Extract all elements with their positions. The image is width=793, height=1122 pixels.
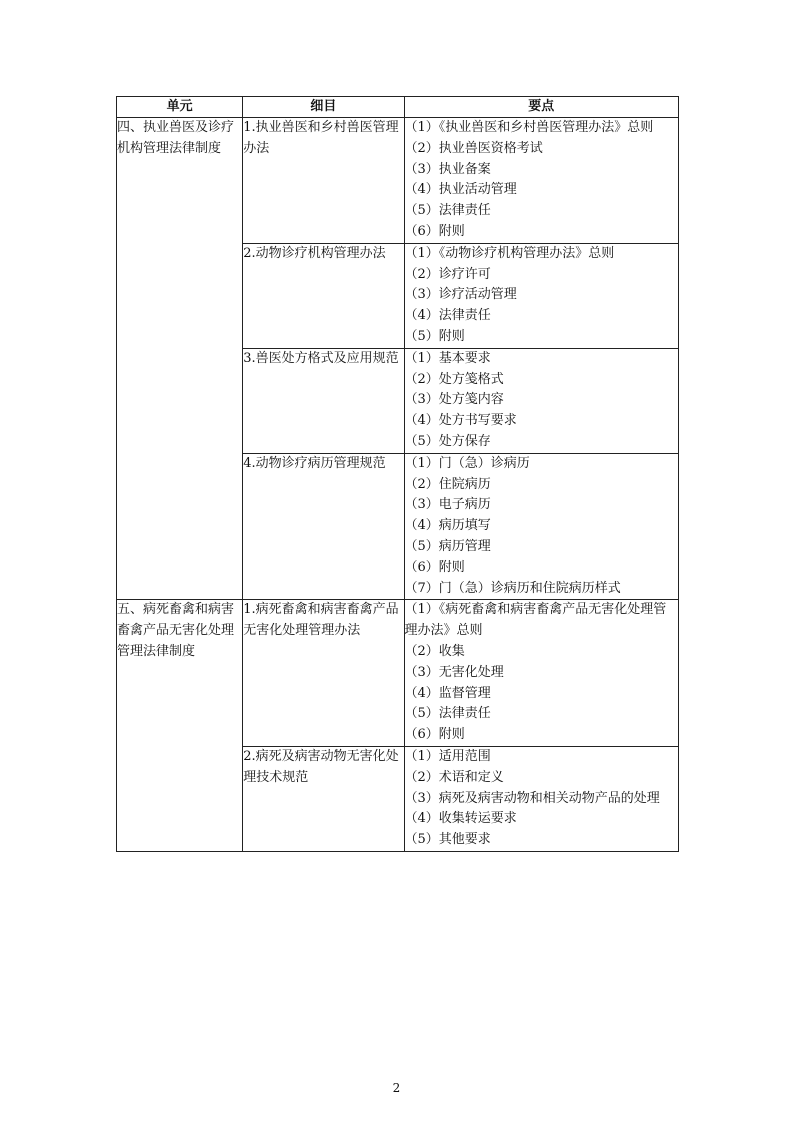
point-item: （3）处方笺内容 [404,392,504,408]
points-cell [404,453,679,600]
detail-cell: 1.病死畜禽和病害畜禽产品无害化处理管理办法 [243,600,404,747]
point-item: （1）《执业兽医和乡村兽医管理办法》总则 [404,120,654,135]
points-list [405,244,679,348]
point-item: （2）收集 [404,643,465,659]
points-cell [404,746,679,851]
point-item: （6）附则 [404,727,465,743]
points-cell [404,118,679,244]
point-item: （1）适用范围 [404,748,491,764]
point-item: （4）监督管理 [404,685,491,701]
points-cell [404,243,679,348]
points-list [405,600,679,746]
point-item: （6）附则 [404,559,465,575]
point-item: （1）基本要求 [404,350,491,366]
points-list [405,747,679,851]
detail-cell: 1.执业兽医和乡村兽医管理办法 [243,118,404,244]
point-item: （2）诊疗许可 [404,266,491,282]
syllabus-table [116,96,679,852]
point-item: （5）病历管理 [404,538,491,554]
point-item: （3）电子病历 [404,497,491,513]
point-item: （1）《病死畜禽和病害畜禽产品无害化处理管理办法》总则 [404,602,667,639]
point-item: （6）附则 [404,223,465,239]
point-item: （1）门（急）诊病历 [404,455,530,471]
unit-cell: 五、病死畜禽和病害畜禽产品无害化处理管理法律制度 [117,600,243,852]
header-unit: 单元 [117,97,243,118]
points-list [405,454,679,600]
point-item: （3）执业备案 [404,161,491,177]
detail-cell: 2.病死及病害动物无害化处理技术规范 [243,746,404,851]
point-item: （7）门（急）诊病历和住院病历样式 [404,580,621,596]
points-list [405,349,679,453]
point-item: （2）处方笺格式 [404,371,504,387]
points-cell [404,600,679,747]
detail-cell: 3.兽医处方格式及应用规范 [243,348,404,453]
detail-cell: 2.动物诊疗机构管理办法 [243,243,404,348]
point-item: （3）诊疗活动管理 [404,287,517,303]
detail-cell: 4.动物诊疗病历管理规范 [243,453,404,600]
table-header-row [117,97,679,118]
point-item: （5）其他要求 [404,832,491,848]
point-item: （2）住院病历 [404,476,491,492]
table-row [117,600,679,747]
point-item: （3）病死及病害动物和相关动物产品的处理 [404,790,660,806]
point-item: （4）处方书写要求 [404,413,517,429]
point-item: （4）法律责任 [404,308,491,324]
unit-cell: 四、执业兽医及诊疗机构管理法律制度 [117,118,243,600]
header-detail: 细目 [243,97,404,118]
point-item: （1）《动物诊疗机构管理办法》总则 [404,245,615,261]
point-item: （5）法律责任 [404,706,491,722]
header-points: 要点 [404,97,679,118]
point-item: （5）法律责任 [404,203,491,219]
points-list [405,118,679,243]
point-item: （4）收集转运要求 [404,811,517,827]
point-item: （3）无害化处理 [404,664,504,680]
points-cell [404,348,679,453]
point-item: （2）执业兽医资格考试 [404,140,543,156]
point-item: （5）处方保存 [404,433,491,449]
point-item: （2）术语和定义 [404,769,504,785]
page-number: 2 [392,1081,401,1095]
point-item: （4）执业活动管理 [404,182,517,198]
point-item: （4）病历填写 [404,518,491,534]
table-row [117,118,679,244]
point-item: （5）附则 [404,328,465,344]
